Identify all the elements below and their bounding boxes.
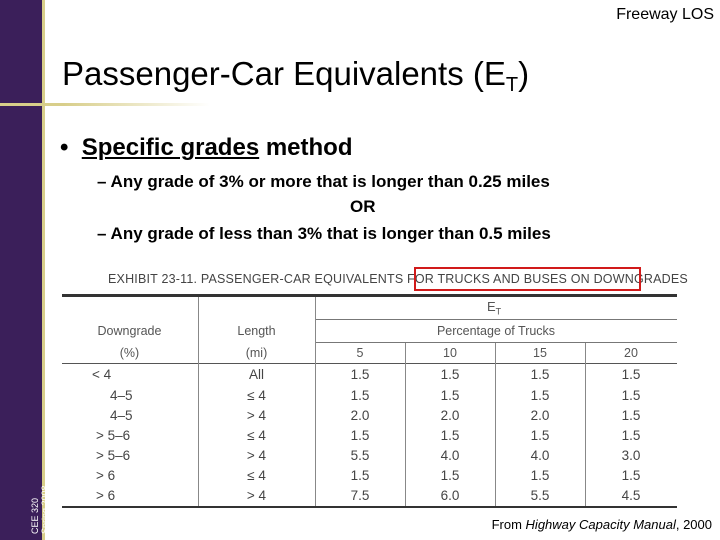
col-header-pct-10: 10 [443,346,457,360]
cell-grade: < 4 [92,367,112,382]
cell-value: 6.0 [440,488,460,503]
sidebar-term: Spring 2008 [40,485,50,534]
slide-title [62,55,529,97]
heading-highlight-box [414,267,641,291]
cell-value: 2.0 [530,408,550,423]
subpoint-first: – Any grade of 3% or more that is longer than 0.25 miles [97,172,550,191]
et-main: E [487,299,496,314]
exhibit-table [62,266,688,511]
cell-grade: 4–5 [110,408,133,423]
pct-underline [315,342,677,343]
col-header-length-unit: (mi) [245,346,268,360]
cell-value: 1.5 [350,367,370,382]
exhibit-heading: EXHIBIT 23-11. PASSENGER-CAR EQUIVALENTS FOR TRUCKS AND BUSES ON DOWNGRADES [108,272,688,286]
cell-value: 1.5 [440,367,460,382]
cell-value: 2.0 [440,408,460,423]
cell-value: 1.5 [440,388,460,403]
cell-grade: > 5–6 [96,448,131,463]
sidebar-course-label [30,485,50,534]
sidebar-course: CEE 320 [30,497,40,534]
cell-value: 7.5 [350,488,370,503]
title-subscript: T [505,74,519,96]
cell-value: 1.5 [621,388,641,403]
cell-grade: 4–5 [110,388,133,403]
sidebar [0,0,42,540]
header-label: Freeway LOS [616,6,714,23]
bullet-rest: method [259,134,353,161]
bullet-underlined: Specific grades [81,134,260,161]
cell-value: 1.5 [621,408,641,423]
cell-value: 5.5 [530,488,550,503]
cell-value: 1.5 [621,468,641,483]
col-header-pct-5: 5 [356,346,364,360]
cell-value: 2.0 [350,408,370,423]
cell-length: > 4 [246,488,267,503]
col-header-pct-15: 15 [533,346,547,360]
et-header [487,299,501,317]
cell-length: ≤ 4 [247,428,266,443]
source-book: Highway Capacity Manual [525,517,676,532]
col-header-downgrade: Downgrade [97,324,162,338]
et-underline [315,319,677,320]
cell-grade: > 5–6 [96,428,131,443]
cell-value: 1.5 [621,428,641,443]
sidebar-accent-line [42,0,45,540]
cell-length: ≤ 4 [247,468,266,483]
source-suffix: , 2000 [675,517,712,532]
table-top-rule [62,294,677,297]
table-bottom-rule [62,506,677,508]
cell-value: 1.5 [530,388,550,403]
cell-value: 4.0 [530,448,550,463]
title-main: Passenger-Car Equivalents (E [62,55,506,92]
col-header-pct-20: 20 [624,346,638,360]
cell-value: 1.5 [440,468,460,483]
bullet-point [60,134,353,162]
cell-value: 1.5 [530,428,550,443]
cell-value: 1.5 [350,428,370,443]
cell-grade: > 6 [96,488,116,503]
cell-length: All [248,367,264,382]
cell-value: 1.5 [621,367,641,382]
cell-length: > 4 [246,448,267,463]
subpoint-or: OR [350,197,376,216]
cell-length: ≤ 4 [247,388,266,403]
subpoint-second: – Any grade of less than 3% that is longer than 0.5 miles [97,224,551,243]
cell-length: > 4 [246,408,267,423]
col-header-length: Length [237,324,276,338]
cell-value: 1.5 [440,428,460,443]
col-header-pct-trucks: Percentage of Trucks [436,324,556,338]
source-prefix: From [491,517,526,532]
cell-value: 5.5 [350,448,370,463]
bullet-marker: • [60,134,69,161]
cell-value: 4.5 [621,488,641,503]
et-subscript: T [495,306,502,317]
source-citation [492,517,712,532]
cell-value: 1.5 [530,367,550,382]
title-close: ) [518,55,530,92]
cell-value: 1.5 [350,388,370,403]
cell-value: 1.5 [350,468,370,483]
cell-value: 3.0 [621,448,641,463]
cell-value: 4.0 [440,448,460,463]
cell-value: 1.5 [530,468,550,483]
col-header-downgrade-unit: (%) [119,346,140,360]
cell-grade: > 6 [96,468,116,483]
title-accent-line [0,103,210,106]
